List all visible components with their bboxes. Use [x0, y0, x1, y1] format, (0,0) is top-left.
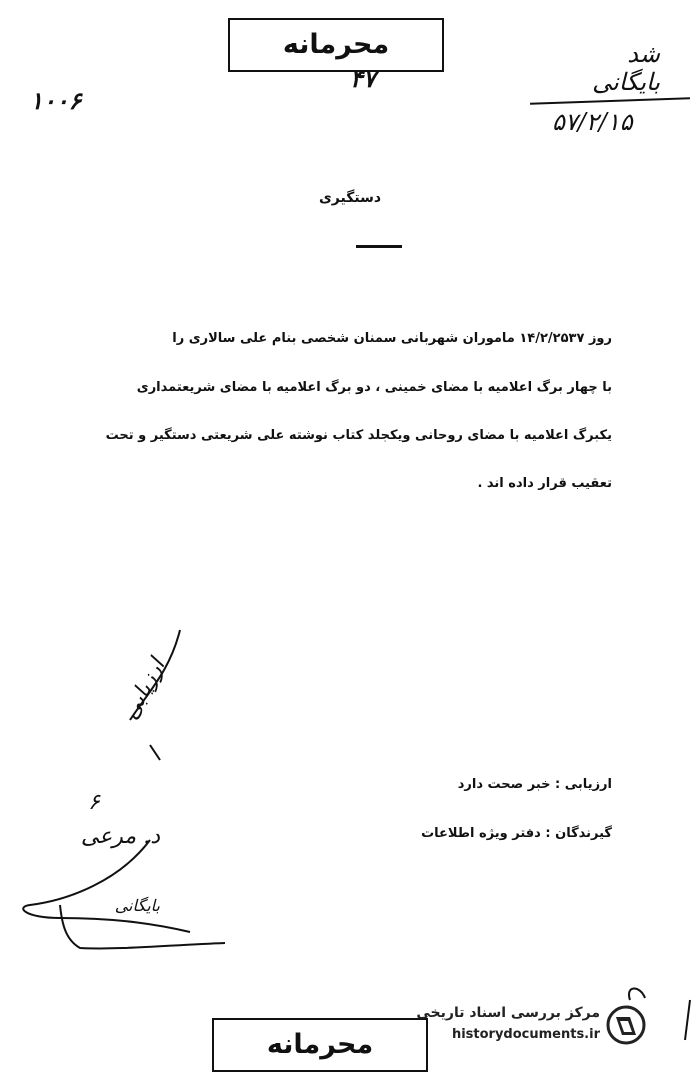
- body-line-4: تعقیب قرار داده اند .: [477, 476, 612, 491]
- document-number: ۱۰۰۶: [30, 86, 82, 115]
- handwritten-note-number: ۶: [88, 790, 100, 815]
- body-line-2: با چهار برگ اعلامیه با مضای خمینی ، دو برگ اعلامیه با مضای شریعتمداری: [136, 380, 612, 395]
- classification-stamp-top: محرمانه: [228, 18, 444, 72]
- document-title: دستگیری: [318, 190, 382, 206]
- watermark-url: historydocuments.ir: [451, 1027, 600, 1042]
- evaluation-line: ارزیابی : خبر صحت دارد: [457, 777, 612, 792]
- recipients-line: گیرندگان : دفتر ویژه اطلاعات: [421, 826, 612, 841]
- handwritten-note-name: د. مرعی: [80, 824, 160, 849]
- classification-stamp-bottom: محرمانه: [212, 1018, 428, 1072]
- page-number: ۴۷: [350, 64, 376, 93]
- body-line-3: یکبرگ اعلامیه با مضای روحانی ویکجلد کتاب نوشته علی شریعتی دستگیر و تحت: [105, 428, 612, 443]
- handwritten-note-archive: بایگانی: [114, 896, 160, 915]
- watermark-org-name: مرکز بررسی اسناد تاریخی: [416, 1005, 600, 1021]
- watermark: [418, 1003, 648, 1051]
- body-line-1: روز ۱۴/۲/۲۵۳۷ ماموران شهربانی سمنان شخصی بنام علی سالاری را: [172, 331, 612, 346]
- margin-note: ارزیابی: [118, 654, 171, 724]
- handwritten-annotation: شد بایگانی: [592, 40, 660, 96]
- handwritten-date: ۵۷/۲/۱۵: [552, 108, 633, 136]
- archive-logo-icon: [606, 1005, 646, 1045]
